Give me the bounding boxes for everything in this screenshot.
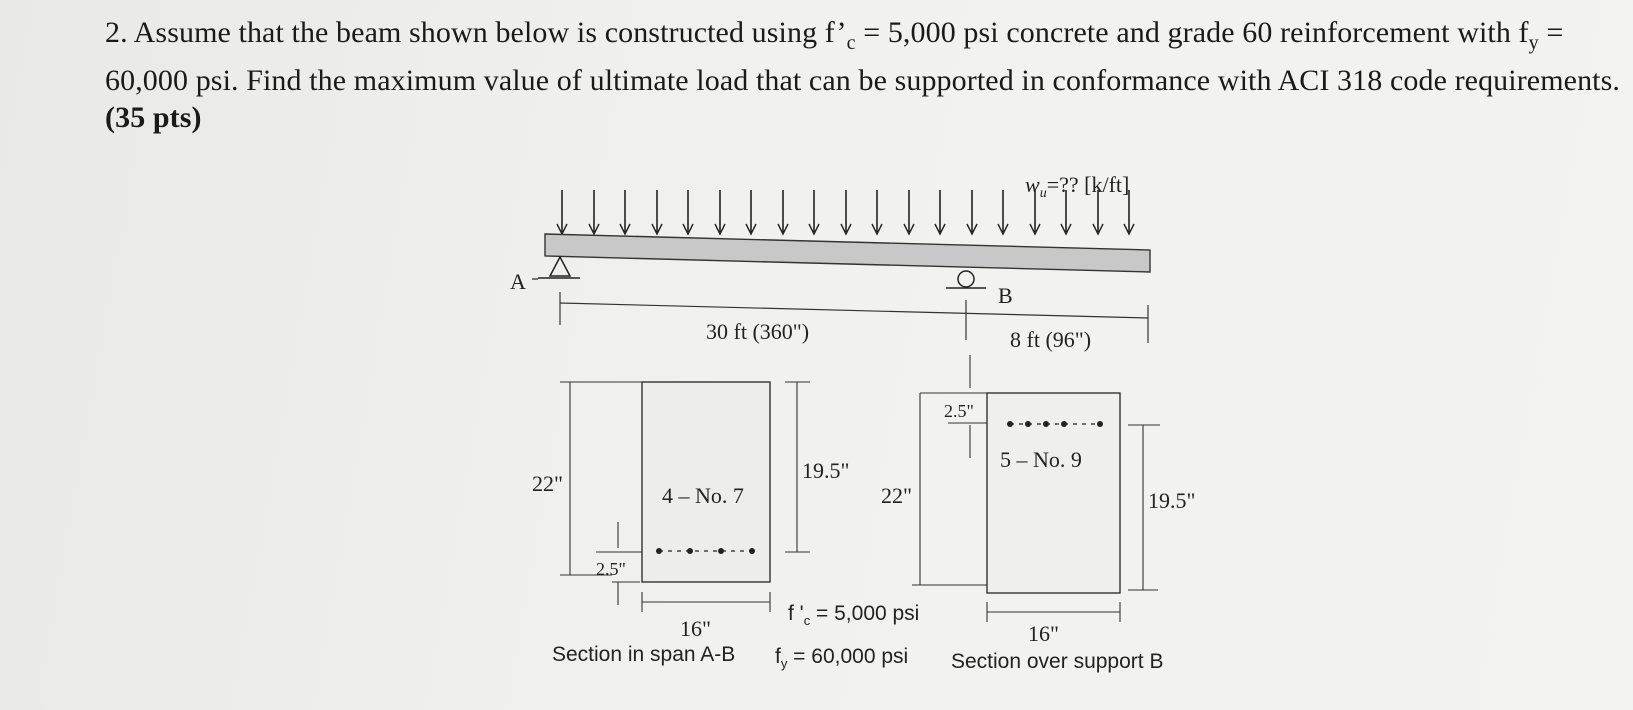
problem-number: 2. xyxy=(105,16,128,49)
support-a-pin xyxy=(538,257,580,278)
beam xyxy=(545,234,1150,272)
support-a-label: A xyxy=(510,269,526,294)
load-label: $w_u=$?? [k/ft] xyxy=(1025,172,1130,201)
points-label: (35 pts) xyxy=(105,101,202,134)
section-b-width-label: 16" xyxy=(1028,621,1059,646)
problem-text-1: Assume that the beam shown below is constructed using f’ xyxy=(133,16,847,49)
section-b-depth-label: 19.5" xyxy=(1148,488,1196,513)
span-ab-label: 30 ft (360") xyxy=(706,319,810,344)
section-b xyxy=(912,355,1160,622)
section-b-bars-label: 5 – No. 9 xyxy=(1000,447,1082,472)
problem-text-2: = 5,000 psi concrete and grade 60 reinforcement with f xyxy=(855,16,1529,49)
problem-text-3: = 60,000 psi. Find the maximum value of ultimate load that can be supported in conformance with ACI 318 code requirements. xyxy=(105,16,1620,97)
section-ab-cover-label: 2.5" xyxy=(596,559,626,579)
section-ab-bars-label: 4 – No. 7 xyxy=(662,483,744,508)
overhang-label: 8 ft (96") xyxy=(1010,327,1092,352)
fy-subscript: y xyxy=(1528,32,1539,54)
section-b-cover-label: 2.5" xyxy=(944,401,974,421)
support-b-roller xyxy=(946,271,986,288)
fc-note: f '$_c = 5,000$ psi xyxy=(788,602,920,628)
section-ab-width-label: 16" xyxy=(680,616,711,641)
fy-note: $f_y = 60,000$ psi xyxy=(775,645,909,671)
section-ab-depth-label: 19.5" xyxy=(802,458,850,483)
section-b-height-label: 22" xyxy=(881,483,912,508)
section-ab-height-label: 22" xyxy=(532,471,563,496)
fc-subscript: c xyxy=(846,32,856,54)
section-ab-caption: Section in span A-B xyxy=(552,643,736,666)
support-b-label: B xyxy=(998,283,1013,308)
section-b-caption: Section over support B xyxy=(951,650,1164,673)
